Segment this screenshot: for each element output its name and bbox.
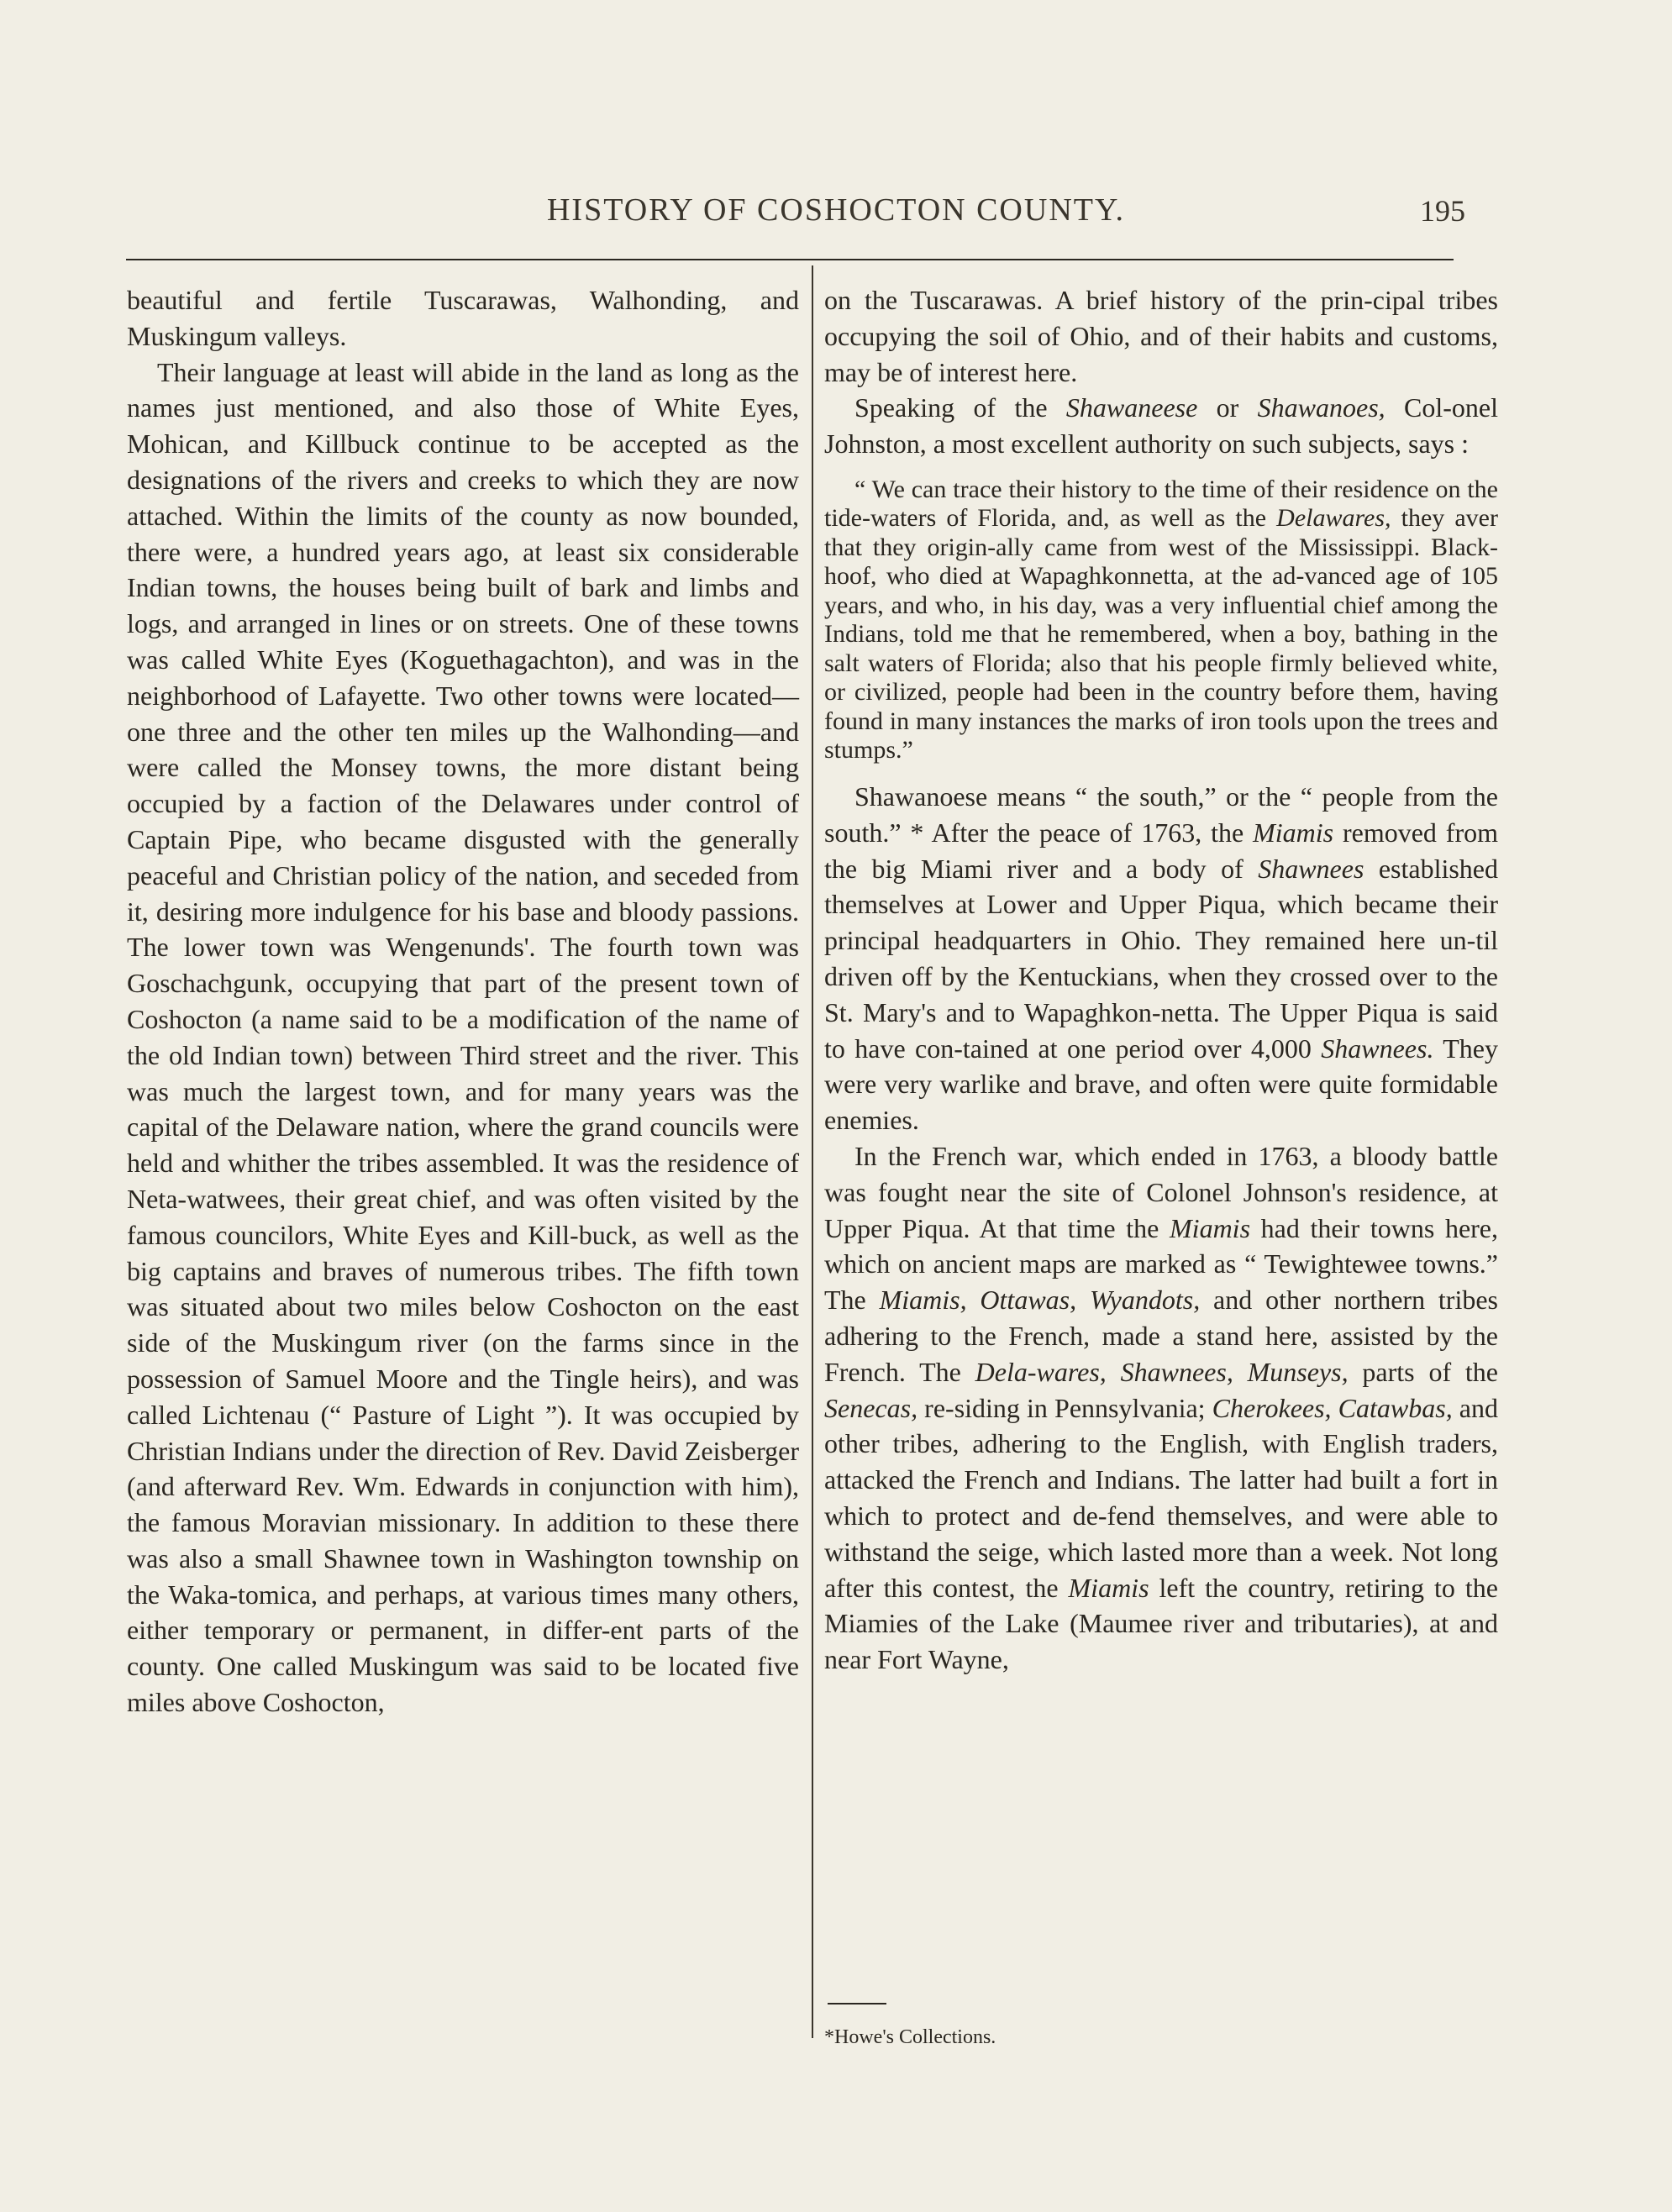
italic-name: Senecas, bbox=[824, 1392, 918, 1423]
page-number: 195 bbox=[1420, 194, 1465, 228]
italic-name: Miamis bbox=[1068, 1572, 1149, 1603]
text-run: “ We can trace their history to the time of their residence on the tide-waters of Florida, and, as well as the bbox=[824, 475, 1498, 533]
italic-name: Shawaneese bbox=[1065, 392, 1198, 423]
text-run: and other northern tribes adhering to the French, made a stand here, assisted by the French. The bbox=[824, 1285, 1499, 1387]
right-column bbox=[824, 282, 1498, 1678]
paragraph bbox=[824, 390, 1498, 462]
italic-name: Dela-wares, Shawnees, Munseys, bbox=[975, 1356, 1349, 1387]
block-quote bbox=[824, 476, 1498, 765]
footnote: *Howe's Collections. bbox=[824, 2026, 996, 2048]
paragraph: on the Tuscarawas. A brief history of the prin-cipal tribes occupying the soil of Ohio, and of their habits and customs, may be of interest here. bbox=[824, 285, 1498, 387]
text-run: Speaking of the bbox=[854, 392, 1066, 423]
italic-name: Miamis, Ottawas, Wyandots, bbox=[879, 1285, 1201, 1316]
text-run: re-siding in Pennsylvania; bbox=[917, 1392, 1212, 1423]
paragraph bbox=[824, 1138, 1498, 1678]
text-run: left the country, retiring to the Miamies of the Lake (Maumee river and tributaries), at and near Fort Wayne, bbox=[824, 1572, 1498, 1675]
italic-name: Cherokees, Catawbas, bbox=[1212, 1392, 1453, 1423]
text-run: and other tribes, adhering to the English, with English traders, attacked the French and Indians. The latter had built a fort in which to protect and de-fend themselves, and were able to withstand the seige, which lasted more than a week. Not long after this contest, the bbox=[824, 1392, 1498, 1603]
paragraph: Their language at least will abide in the land as long as the names just mentioned, and also those of White Eyes, Mohican, and Killbuck continue to be accepted as the designations of the rivers and creeks to which they are now attached. Within the limits of the county as now bounded, there were, a hundred years ago, at least six considerable Indian towns, the houses being built of bark and limbs and logs, and arranged in lines or on streets. One of these towns was called White Eyes (Koguethagachton), and was in the neighborhood of Lafayette. Two other towns were located—one three and the other ten miles up the Walhonding—and were called the Monsey towns, the more distant being occupied by a faction of the Delawares under control of Captain Pipe, who became disgusted with the generally peaceful and Christian policy of the nation, and seceded from it, desiring more indulgence for his base and bloody passions. The lower town was Wengenunds'. The fourth town was Goschachgunk, occupying that part of the present town of Coshocton (a name said to be a modification of the name of the old Indian town) between Third street and the river. This was much the largest town, and for many years was the capital of the Delaware nation, where the grand councils were held and whither the tribes assembled. It was the residence of Neta-watwees, their great chief, and was often visited by the famous councilors, White Eyes and Kill-buck, as well as the big captains and braves of numerous tribes. The fifth town was situated about two miles below Coshocton on the east side of the Muskingum river (on the farms since in the possession of Samuel Moore and the Tingle heirs), and was called Lichtenau (“ Pasture of Light ”). It was occupied by Christian Indians under the direction of Rev. David Zeisberger (and afterward Rev. Wm. Edwards in conjunction with him), the famous Moravian missionary. In addition to these there was also a small Shawnee town in Washington township on the Waka-tomica, and perhaps, at various times many others, either temporary or permanent, in differ-ent parts of the county. One called Muskingum was said to be located five miles above Coshocton, bbox=[127, 356, 799, 1718]
italic-name: Shawanoes, bbox=[1257, 392, 1385, 423]
italic-name: Delawares, bbox=[1276, 504, 1391, 533]
paragraph bbox=[824, 779, 1498, 1138]
text-run: or bbox=[1197, 392, 1258, 423]
text-run: They were very warlike and brave, and often were quite formidable enemies. bbox=[824, 1032, 1498, 1136]
text-run: they aver that they origin-ally came from west of the Mississippi. Black-hoof, who died at Wapaghkonnetta, at the ad-vanced age of 105 years, and who, in his day, was a very influential chief among the Indians, told me that he remembered, when a boy, bathing in the salt waters of Florida; also that his people firmly believed white, or civilized, people had been in the country before them, having found in many instances the marks of iron tools upon the trees and stumps.” bbox=[824, 504, 1498, 764]
italic-name: Shawnees. bbox=[1321, 1032, 1434, 1064]
header-rule bbox=[126, 259, 1454, 260]
text-run: In the French war, which ended in 1763, a bloody battle was fought near the site of Colonel Johnson's residence, at Upper Piqua. At that time the bbox=[824, 1140, 1498, 1243]
italic-name: Miamis bbox=[1170, 1212, 1251, 1243]
footnote-rule bbox=[828, 2003, 886, 2004]
text-run: removed from the big Miami river and a body of bbox=[824, 817, 1499, 884]
text-run: had their towns here, which on ancient maps are marked as “ Tewightewee towns.” The bbox=[824, 1212, 1499, 1316]
text-run: established themselves at Lower and Upper Piqua, which became their principal headquarters in Ohio. They remained here un-til driven off by the Kentuckians, when they crossed over to the St. Mary's and to Wapaghkon-netta. The Upper Piqua is said to have con-tained at one period over 4,000 bbox=[824, 853, 1499, 1064]
italic-name: Shawnees bbox=[1258, 853, 1364, 884]
text-run: parts of the bbox=[1348, 1356, 1499, 1387]
text-run: Shawanoese means “ the south,” or the “ people from the south.” * After the peace of 1763, the bbox=[824, 780, 1498, 848]
column-divider bbox=[812, 265, 813, 2038]
italic-name: Miamis bbox=[1253, 817, 1334, 848]
paragraph: beautiful and fertile Tuscarawas, Walhonding, and Muskingum valleys. bbox=[127, 285, 799, 351]
text-run: Col-onel Johnston, a most excellent authority on such subjects, says : bbox=[824, 392, 1499, 460]
running-head-title: HISTORY OF COSHOCTON COUNTY. bbox=[546, 192, 1126, 228]
left-column bbox=[127, 282, 799, 1721]
